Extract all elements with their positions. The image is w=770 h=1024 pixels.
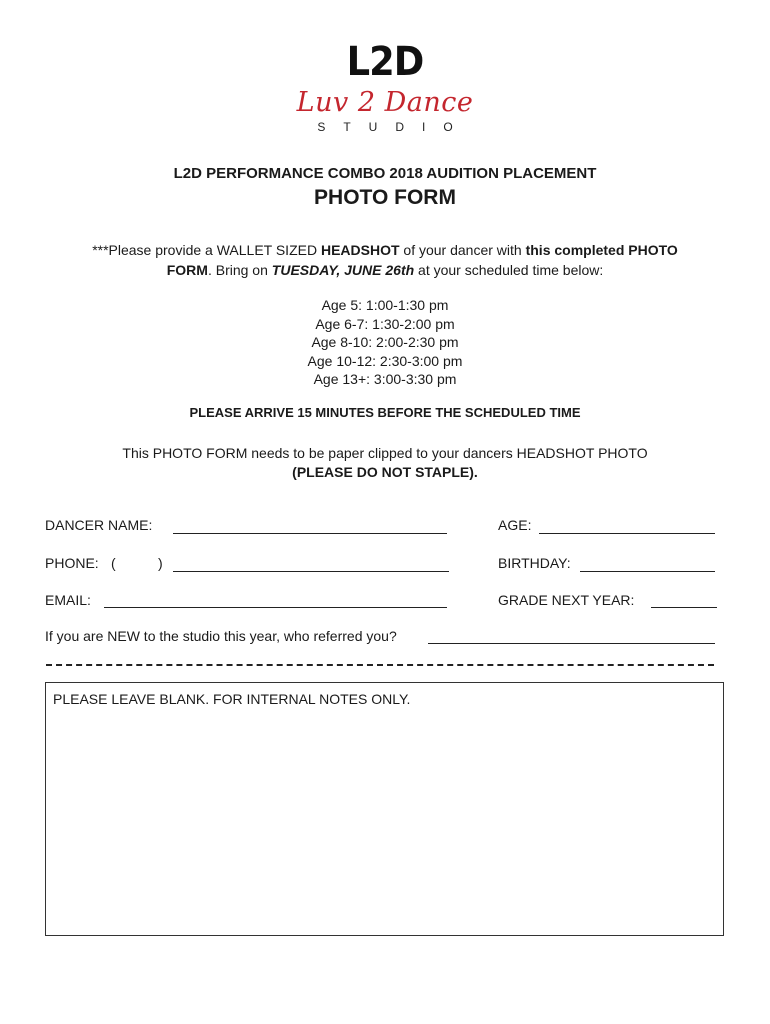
phone-area-open: ( bbox=[111, 555, 116, 571]
email-field[interactable] bbox=[104, 607, 447, 608]
referral-label: If you are NEW to the studio this year, who referred you? bbox=[45, 628, 397, 644]
birthday-field[interactable] bbox=[580, 571, 715, 572]
logo-studio-word: STUDIO bbox=[317, 120, 471, 134]
dancer-name-field[interactable] bbox=[173, 533, 447, 534]
logo-script: Luv 2 Dance bbox=[296, 87, 474, 118]
studio-logo bbox=[0, 40, 770, 134]
phone-field[interactable] bbox=[173, 571, 449, 572]
phone-label: PHONE: bbox=[45, 555, 99, 571]
internal-notes-label: PLEASE LEAVE BLANK. FOR INTERNAL NOTES ONLY. bbox=[53, 691, 411, 707]
clip-notice-warning: (PLEASE DO NOT STAPLE). bbox=[292, 464, 478, 480]
intro-text: . Bring on bbox=[207, 262, 272, 278]
age-field[interactable] bbox=[539, 533, 715, 534]
schedule-item: Age 5: 1:00-1:30 pm bbox=[321, 297, 449, 313]
clip-notice-line: This PHOTO FORM needs to be paper clipped to your dancers HEADSHOT PHOTO bbox=[122, 445, 648, 461]
arrive-notice: PLEASE ARRIVE 15 MINUTES BEFORE THE SCHEDULED TIME bbox=[189, 405, 581, 420]
schedule-item: Age 8-10: 2:00-2:30 pm bbox=[311, 334, 459, 350]
clip-notice bbox=[0, 444, 770, 482]
intro-bold-completed: this completed PHOTO bbox=[525, 242, 678, 258]
internal-notes-box[interactable] bbox=[45, 682, 724, 936]
intro-bold-form: FORM bbox=[166, 262, 208, 278]
schedule-item: Age 13+: 3:00-3:30 pm bbox=[313, 371, 457, 387]
referral-field[interactable] bbox=[428, 643, 715, 644]
schedule-item: Age 6-7: 1:30-2:00 pm bbox=[315, 315, 455, 332]
email-label: EMAIL: bbox=[45, 592, 91, 608]
age-label: AGE: bbox=[498, 517, 532, 533]
intro-text: ***Please provide a WALLET SIZED bbox=[92, 242, 321, 258]
intro-bold-headshot: HEADSHOT bbox=[320, 242, 400, 258]
intro-text: of your dancer with bbox=[399, 242, 526, 258]
dancer-name-label: DANCER NAME: bbox=[45, 517, 153, 533]
schedule-list bbox=[0, 296, 770, 389]
intro-text: at your scheduled time below: bbox=[414, 262, 604, 278]
grade-label: GRADE NEXT YEAR: bbox=[498, 592, 635, 608]
form-subtitle: L2D PERFORMANCE COMBO 2018 AUDITION PLACEMENT bbox=[173, 165, 597, 182]
phone-area-close: ) bbox=[158, 555, 163, 571]
intro-date: TUESDAY, JUNE 26th bbox=[271, 262, 415, 278]
intro-paragraph bbox=[0, 240, 770, 280]
grade-field[interactable] bbox=[651, 607, 717, 608]
birthday-label: BIRTHDAY: bbox=[498, 555, 571, 571]
logo-mark: L2D bbox=[346, 39, 424, 85]
form-title: PHOTO FORM bbox=[314, 186, 456, 209]
schedule-item: Age 10-12: 2:30-3:00 pm bbox=[307, 352, 463, 369]
cut-divider bbox=[46, 664, 714, 666]
